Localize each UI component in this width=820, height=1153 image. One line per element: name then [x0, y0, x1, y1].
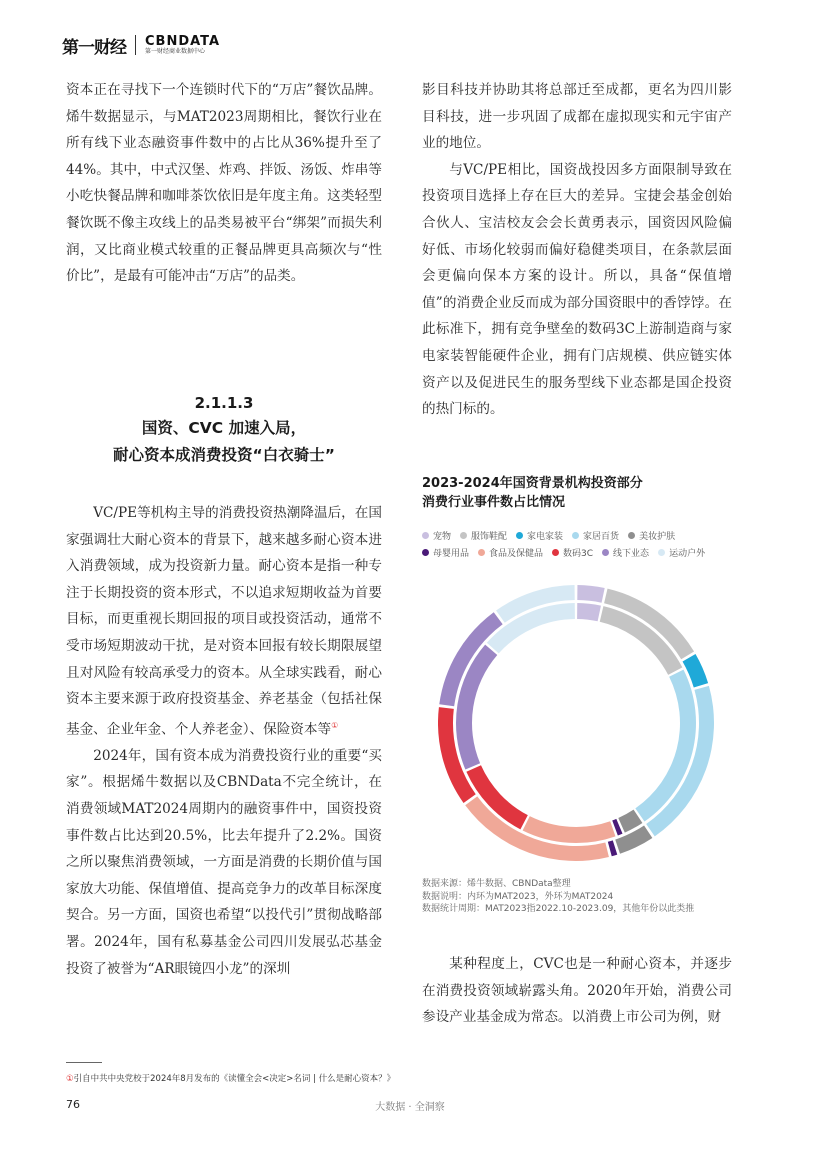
legend-item	[422, 529, 451, 542]
footnote-divider	[66, 1062, 102, 1063]
footnote-reference[interactable]: ①	[331, 720, 339, 730]
paragraph: 资本正在寻找下一个连锁时代下的“万店”餐饮品牌。烯牛数据显示，与MAT2023周期相比，餐饮行业在所有线下业态融资事件数中的占比从36%提升至了44%。其中，中式汉堡、炸鸡、拌饭、汤饭、炸串等小吃快餐品牌和咖啡茶饮依旧是年度主角。这类轻型餐饮既不像主攻线上的品类易被平台“绑架”而损失利润，又比商业模式较重的正餐品牌更具高频次与“性价比”，是最有可能冲击“万店”的品类。	[66, 82, 382, 285]
section-number: 2.1.1.3	[194, 394, 254, 412]
chart-title-line-2: 消费行业事件数占比情况	[422, 495, 566, 510]
legend-swatch	[572, 532, 579, 539]
legend-label: 服饰鞋配	[471, 532, 508, 542]
donut-slice-6	[608, 840, 617, 856]
chart-explain-note: 数据说明：内环为MAT2023，外环为MAT2024	[422, 891, 614, 902]
left-column-top-text	[66, 77, 382, 290]
cbndata-logo-subtext: 第一财经商业数据中心	[145, 47, 206, 55]
legend-swatch	[478, 549, 485, 556]
footnote-mark: ①	[66, 1074, 74, 1084]
donut-slice-1	[577, 585, 604, 603]
legend-item	[628, 529, 675, 542]
paragraph: 与VC/PE相比，国资战投因多方面限制导致在投资项目选择上存在巨大的差异。宝捷会基金创始合伙人、宝洁校友会会长黄勇表示，国资因风险偏好低、市场化较弱而偏好稳健类项目，在条款层面会更偏向保本方案的设计。所以，具备“保值增值”的消费企业反而成为部分国资眼中的香饽饽。在此标准下，拥有竞争壁垒的数码3C上游制造商与家电家装智能硬件企业，拥有门店规模、供应链实体资产以及促进民生的服务型线下业态都是国企投资的热门标的。	[422, 161, 732, 418]
legend-swatch	[552, 549, 559, 556]
cbndata-logo-text: CBNDATA	[145, 33, 221, 49]
legend-swatch	[422, 532, 429, 539]
legend-item	[602, 546, 649, 559]
section-heading	[66, 391, 382, 469]
legend-label: 数码3C	[563, 549, 594, 559]
legend-label: 食品及保健品	[489, 549, 544, 559]
paragraph: 影目科技并协助其将总部迁至成都，更名为四川影目科技，进一步巩固了成都在虚拟现实和元宇宙产业的地位。	[422, 82, 732, 152]
footer-slogan: 大数据 · 全洞察	[375, 1102, 445, 1113]
legend-item	[422, 546, 469, 559]
legend-row	[422, 527, 742, 544]
chart-notes	[422, 878, 742, 916]
legend-swatch	[422, 549, 429, 556]
legend-label: 母婴用品	[433, 549, 470, 559]
legend-item	[478, 546, 543, 559]
donut-slice-7	[523, 816, 616, 843]
legend-item	[658, 546, 705, 559]
legend-label: 运动户外	[669, 549, 706, 559]
right-column-top-text	[422, 77, 732, 423]
legend-label: 宠物	[433, 532, 452, 542]
inner-ring	[456, 603, 696, 843]
right-column-bottom-text	[422, 951, 732, 1031]
legend-swatch	[516, 532, 523, 539]
cbndata-logo	[145, 35, 220, 56]
logo-divider	[135, 35, 136, 55]
chart-period-note: 数据统计周期：MAT2023指2022.10-2023.09，其他年份以此类推	[422, 904, 695, 914]
chart-title-line-1: 2023-2024年国资背景机构投资部分	[422, 476, 643, 491]
donut-slice-1	[577, 603, 601, 621]
page-number: 76	[66, 1098, 80, 1111]
legend-swatch	[658, 549, 665, 556]
outer-ring	[438, 585, 714, 861]
legend-swatch	[460, 532, 467, 539]
left-column-body-text	[66, 500, 382, 982]
legend-row	[422, 544, 742, 561]
footnote	[66, 1072, 666, 1084]
section-title-line-2: 耐心资本成消费投资“白衣骑士”	[113, 446, 335, 464]
paragraph: 某种程度上，CVC也是一种耐心资本，并逐步在消费投资领域崭露头角。2020年开始，消费公司参设产业基金成为常态。以消费上市公司为例，财	[422, 956, 732, 1026]
legend-label: 家居百货	[583, 532, 620, 542]
paragraph	[66, 500, 382, 743]
chart-legend	[422, 527, 742, 561]
legend-label: 线下业态	[613, 549, 650, 559]
paragraph-text: VC/PE等机构主导的消费投资热潮降温后，在国家强调壮大耐心资本的背景下，越来越多耐心资本进入消费领域，成为投资新力量。耐心资本是指一种专注于长期投资的资本形式，不以追求短期收益为首要目标，而更重视长期回报的项目或投资活动，通常不受市场短期波动干扰，是对资本回报有较长期限展望且对风险有较高承受力的资本。从全球实践看，耐心资本主要来源于政府投资基金、养老基金（包括社保基金、企业年金、个人养老金）、保险资本等	[66, 505, 382, 738]
footnote-text: 引自中共中央党校于2024年8月发布的《读懂全会<决定>名词 | 什么是耐心资本？》	[73, 1074, 396, 1084]
chart-title	[422, 474, 732, 512]
legend-item	[516, 529, 563, 542]
legend-swatch	[628, 532, 635, 539]
section-title-line-1: 国资、CVC 加速入局，	[141, 419, 307, 437]
legend-item	[552, 546, 593, 559]
chart-source-note: 数据来源：烯牛数据、CBNData整理	[422, 879, 571, 889]
legend-item	[572, 529, 619, 542]
legend-label: 美妆护肤	[639, 532, 676, 542]
legend-label: 家电家装	[527, 532, 564, 542]
page-header	[62, 32, 220, 58]
legend-item	[460, 529, 507, 542]
yicai-logo: 第一财经	[62, 37, 126, 58]
paragraph: 2024年，国有资本成为消费投资行业的重要“买家”。根据烯牛数据以及CBNData不完全统计，在消费领域MAT2024周期内的融资事件中，国资投资事件数占比达到20.5%，比去年提升了2.2%。国资之所以聚焦消费领域，一方面是消费的长期价值与国家放大功能、保值增值、提高竞争力的改革目标深度契合。另一方面，国资也希望“以投代引”贯彻战略部署。2024年，国有私募基金公司四川发展弘芯基金投资了被誉为“AR眼镜四小龙”的深圳	[66, 747, 382, 977]
legend-swatch	[602, 549, 609, 556]
donut-chart	[438, 585, 714, 861]
